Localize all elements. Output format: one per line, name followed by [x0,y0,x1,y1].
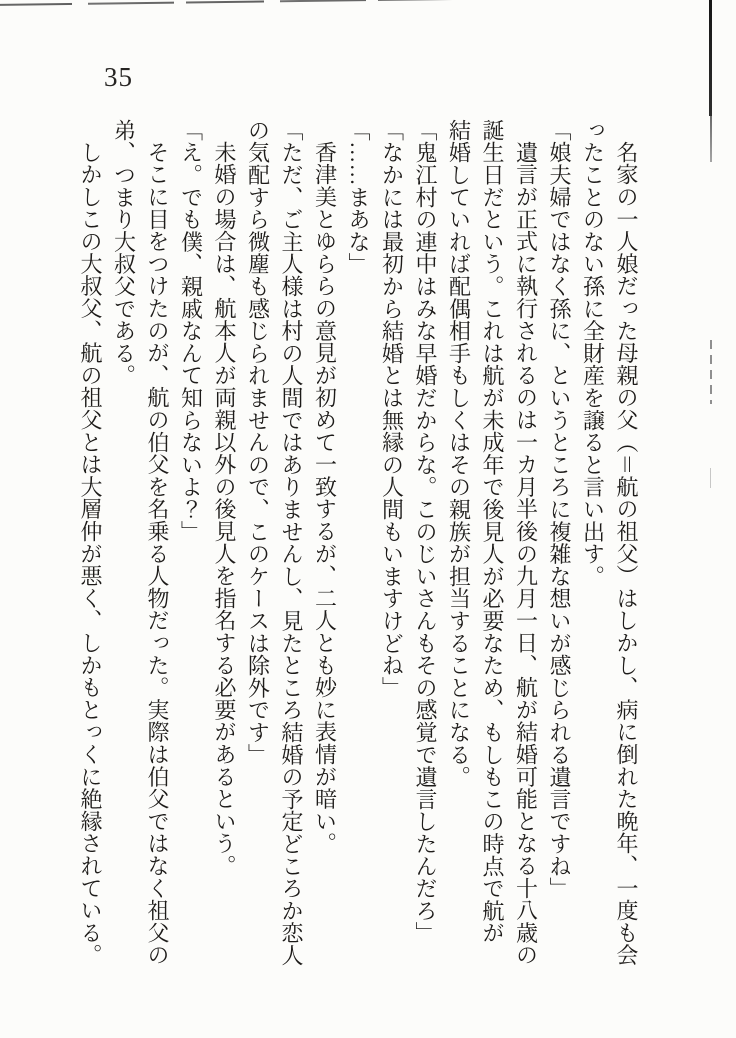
text-line: の気配すら微塵も感じられませんので、このケースは除外です」 [245,119,271,766]
text-line: 名家の一人娘だった母親の父（＝航の祖父）はしかし、病に倒れた晩年、一度も会 [614,141,639,967]
text-line: 「娘夫婦ではなく孫に、というところに複雑な想いが感じられる遺言ですね」 [547,119,572,900]
text-line: 未婚の場合は、航本人が両親以外の後見人を指名する必要があるという。 [212,141,237,878]
text-line: 遺言が正式に執行されるのは一カ月半後の九月一日、航が結婚可能となる十八歳の [513,141,539,967]
text-line: 結婚していれば配偶相手もしくはその親族が担当することになる。 [446,119,472,788]
text-line: そこに目をつけたのが、航の伯父を名乗る人物だった。実際は伯父ではなく祖父の [145,141,170,967]
text-line: 「鬼江村の連中はみな早婚だからな。このじいさんもその感覚で遺言したんだろ」 [413,119,438,945]
text-line: 「ただ、ご主人様は村の人間ではありませんし、見たところ結婚の予定どころか恋人 [279,119,304,967]
text-line: 弟、つまり大叔父である。 [111,119,137,387]
scan-edge-right-mark [710,468,711,488]
scan-edge-right-line [709,0,712,116]
text-line: 誕生日だという。これは航が未成年で後見人が必要なため、もしもこの時点で航が [480,119,505,945]
text-line: しかしこの大叔父、航の祖父とは大層仲が悪く、しかもとっくに絶縁されている。 [78,141,103,967]
body-text-block [74,119,644,968]
scan-edge-right-line-faint [710,116,712,162]
text-line: 「……まあな」 [346,119,371,276]
page-number: 35 [104,62,133,92]
scan-edge-right-dashes [710,340,712,404]
text-line: ったことのない孫に全財産を譲ると言い出す。 [580,119,606,588]
text-line: 「なかには最初から結婚とは無縁の人間もいますけどね」 [379,119,405,699]
scan-edge-top-line [0,0,604,6]
text-line: 「え。でも僕、親戚なんて知らないよ？」 [178,119,204,543]
text-line: 香津美とゆららの意見が初めて一致するが、二人とも妙に表情が暗い。 [312,141,338,855]
